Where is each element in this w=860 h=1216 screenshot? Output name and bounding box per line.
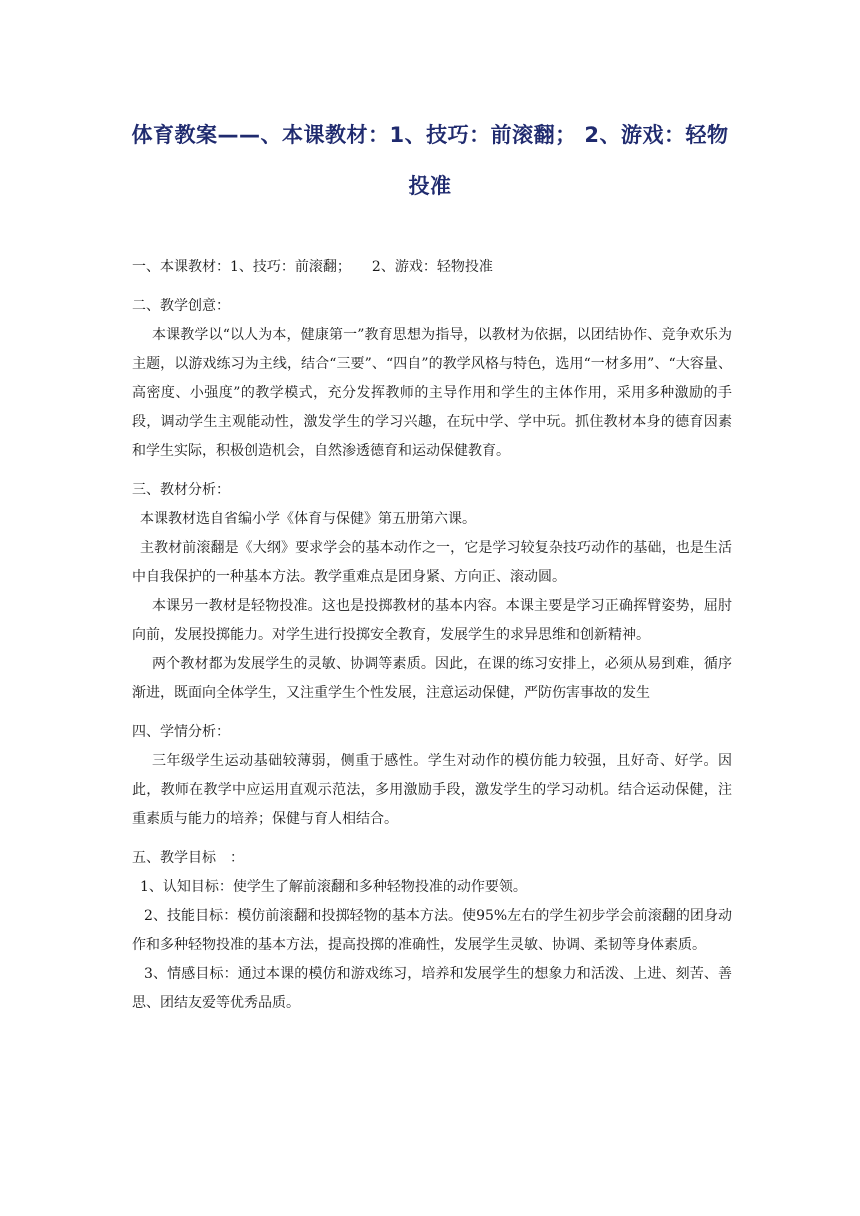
section-1-heading: 一、本课教材：1、技巧：前滚翻； 2、游戏：轻物投准 (132, 259, 493, 275)
section-3-paragraph-2: 主教材前滚翻是《大纲》要求学会的基本动作之一，它是学习较复杂技巧动作的基础，也是生活中自我保护的一种基本方法。教学重难点是团身紧、方向正、滚动圆。 (132, 540, 732, 585)
objective-cognitive: 1、认知目标：使学生了解前滚翻和多种轻物投准的动作要领。 (140, 879, 527, 895)
section-2-paragraph: 本课教学以“以人为本，健康第一”教育思想为指导，以教材为依据，以团结协作、竞争欢乐为主题，以游戏练习为主线，结合“三要”、“四自”的教学风格与特色，选用“一材多用”、“大容量、高密度、小强度”的教学模式，充分发挥教师的主导作用和学生的主体作用，采用多种激励的手段，调动学生主观能动性，激发学生的学习兴趣，在玩中学、学中玩。抓住教材本身的德育因素和学生实际，积极创造机会，自然渗透德育和运动保健教育。 (132, 327, 732, 459)
section-5-heading: 五、教学目标 ： (132, 850, 244, 866)
section-3-heading: 三、教材分析： (132, 482, 230, 498)
title-line-1: 体育教案——、本课教材：1、技巧：前滚翻； 2、游戏：轻物 (131, 123, 729, 147)
section-2-heading: 二、教学创意： (132, 298, 230, 314)
objective-skill: 2、技能目标：模仿前滚翻和投掷轻物的基本方法。使95%左右的学生初步学会前滚翻的团身动作和多种轻物投准的基本方法，提高投掷的准确性，发展学生灵敏、协调、柔韧等身体素质。 (132, 908, 732, 953)
section-4-heading: 四、学情分析： (132, 724, 230, 740)
section-3-paragraph-4: 两个教材都为发展学生的灵敏、协调等素质。因此，在课的练习安排上，必须从易到难，循序渐进，既面向全体学生，又注重学生个性发展，注意运动保健，严防伤害事故的发生 (132, 656, 732, 701)
section-4-paragraph: 三年级学生运动基础较薄弱，侧重于感性。学生对动作的模仿能力较强，且好奇、好学。因此，教师在教学中应运用直观示范法，多用激励手段，激发学生的学习动机。结合运动保健，注重素质与能力的培养；保健与育人相结合。 (132, 753, 732, 827)
document-body (132, 253, 732, 1018)
document-title (120, 110, 740, 212)
section-3-paragraph-3: 本课另一教材是轻物投准。这也是投掷教材的基本内容。本课主要是学习正确挥臂姿势，屈肘向前，发展投掷能力。对学生进行投掷安全教育，发展学生的求异思维和创新精神。 (132, 598, 732, 643)
section-3-paragraph-1: 本课教材选自省编小学《体育与保健》第五册第六课。 (140, 511, 476, 527)
title-line-2: 投准 (408, 174, 452, 198)
objective-affective: 3、情感目标：通过本课的模仿和游戏练习，培养和发展学生的想象力和活泼、上进、刻苦、善思、团结友爱等优秀品质。 (132, 966, 732, 1011)
